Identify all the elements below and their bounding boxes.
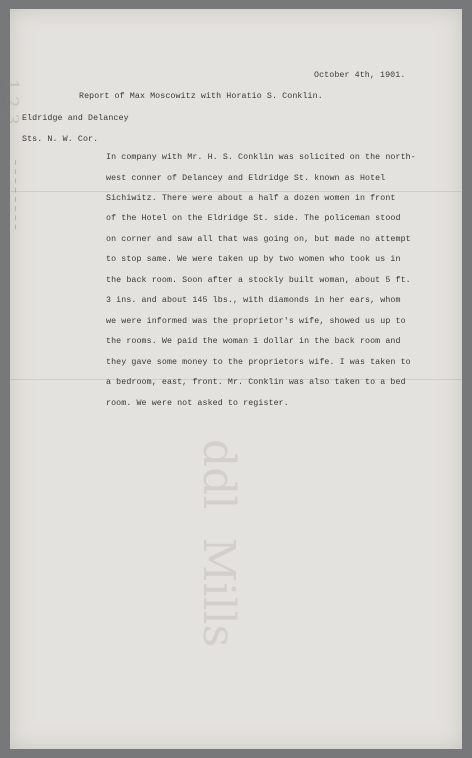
paper-fold — [10, 191, 462, 192]
handwritten-margin-note: ~ ~ ~ ~ ~ ~ ~ ~ — [11, 159, 20, 231]
body-line: room. We were not asked to register. — [106, 399, 289, 408]
body-line: a bedroom, east, front. Mr. Conklin was also taken to a bed — [106, 378, 406, 387]
body-line: the back room. Soon after a stockly built woman, about 5 ft. — [106, 276, 411, 285]
location-line: Sts. N. W. Cor. — [22, 135, 99, 144]
body-line: to stop same. We were taken up by two women who took us in — [106, 255, 401, 264]
body-line: of the Hotel on the Eldridge St. side. The policeman stood — [106, 214, 401, 223]
location-line: Eldridge and Delancey — [22, 114, 129, 123]
paper-watermark: ddl Mills — [193, 439, 244, 648]
body-line: In company with Mr. H. S. Conklin was solicited on the north- — [106, 153, 416, 162]
body-line: they gave some money to the proprietors wife. I was taken to — [106, 358, 411, 367]
body-line: we were informed was the proprietor's wife, showed us up to — [106, 317, 406, 326]
body-line: on corner and saw all that was going on, but made no attempt — [106, 235, 411, 244]
faded-stamp: 1 2 3 — [1, 79, 22, 125]
body-line: 3 ins. and about 145 lbs., with diamonds in her ears, whom — [106, 296, 401, 305]
body-line: the rooms. We paid the woman 1 dollar in the back room and — [106, 337, 401, 346]
report-heading: Report of Max Moscowitz with Horatio S. Conklin. — [79, 92, 323, 101]
report-date: October 4th, 1901. — [314, 71, 406, 80]
body-line: Sichiwitz. There were about a half a dozen women in front — [106, 194, 396, 203]
body-line: west conner of Delancey and Eldridge St. known as Hotel — [106, 174, 386, 183]
